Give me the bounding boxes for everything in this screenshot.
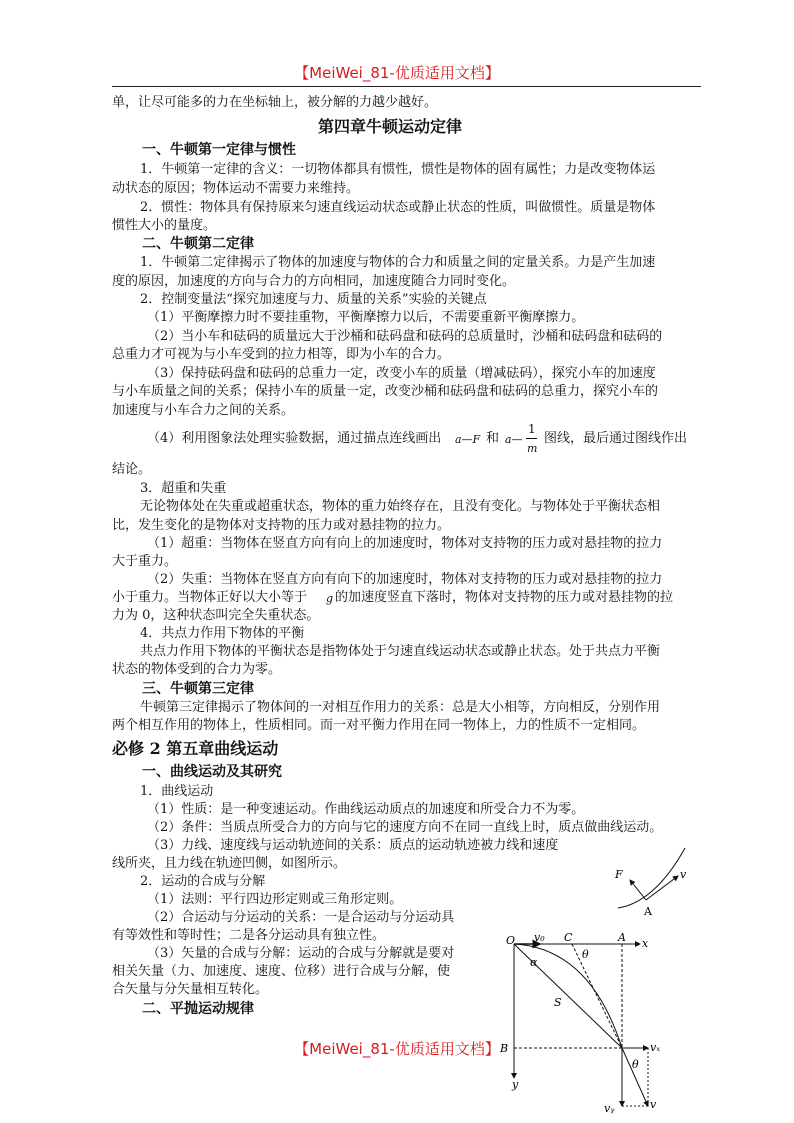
symbol-g: g <box>326 592 334 605</box>
label-vy: vᵧ <box>604 1102 615 1115</box>
label-x: x <box>642 937 649 950</box>
label-theta2: θ <box>632 1058 639 1071</box>
label-v: v <box>650 1098 657 1111</box>
chapter-title: 第四章牛顿运动定律 <box>318 117 463 136</box>
text-line: 比，发生变化的是物体对支持物的压力或对悬挂物的拉力。 <box>112 518 451 533</box>
tangent-line <box>572 944 622 1048</box>
text-line: （2）当小车和砝码的质量远大于沙桶和砝码盘和砝码的总质量时，沙桶和砝码盘和砝码的 <box>147 329 663 344</box>
text-line: 相关矢量（力、加速度、速度、位移）进行合成与分解，使 <box>112 964 451 979</box>
text-line: 有等效性和等时性；二是各分运动具有独立性。 <box>112 928 386 943</box>
text-line: 总重力才可视为与小车受到的拉力相等，即为小车的合力。 <box>112 347 451 362</box>
fraction-numerator: 1 <box>528 422 536 436</box>
label-theta: θ <box>582 948 589 961</box>
text-line: 2．惯性：物体具有保持原来匀速直线运动状态或静止状态的性质，叫做惯性。质量是物体 <box>140 200 656 215</box>
text-line: 共点力作用下物体的平衡状态是指物体处于匀速直线运动状态或静止状态。处于共点力平衡 <box>140 644 661 659</box>
text-line: 图线，最后通过图线作出 <box>544 431 688 446</box>
velocity-arrow <box>646 876 678 900</box>
section-heading: 一、曲线运动及其研究 <box>142 764 282 780</box>
text-line: 牛顿第三定律揭示了物体间的一对相互作用力的关系：总是大小相等，方向相反，分别作用 <box>140 700 661 715</box>
label-o: O <box>506 934 516 947</box>
text-line: （3）矢量的合成与分解：运动的合成与分解就是要对 <box>147 946 455 961</box>
text-line: 2．运动的合成与分解 <box>140 874 266 889</box>
text-line: （2）合运动与分运动的关系：一是合运动与分运动具 <box>147 910 455 925</box>
text-line: 力为 0，这种状态叫完全失重状态。 <box>112 608 320 623</box>
text-line: 度的原因，加速度的方向与合力的方向相同，加速度随合力同时变化。 <box>112 274 516 289</box>
text-line: （1）平衡摩擦力时不要挂重物，平衡摩擦力以后，不需要重新平衡摩擦力。 <box>147 310 585 325</box>
text-line: 1．牛顿第一定律的含义：一切物体都具有惯性，惯性是物体的固有属性；力是改变物体运 <box>140 162 656 177</box>
label-y: y <box>512 1078 519 1091</box>
label-s: S <box>554 996 562 1009</box>
fraction-denominator: m <box>527 442 538 455</box>
section-heading: 二、平抛运动规律 <box>142 1001 254 1017</box>
page-footer: 【MeiWei_81-优质适用文档】 <box>294 1040 500 1058</box>
trajectory-figure <box>600 840 710 925</box>
text-line: （1）法则：平行四边形定则或三角形定则。 <box>147 892 403 907</box>
label-v: v <box>680 868 687 881</box>
projectile-figure <box>500 928 680 1116</box>
text-line: 加速度与小车合力之间的关系。 <box>112 403 295 418</box>
section-heading: 二、牛顿第二定律 <box>142 236 254 252</box>
text-line: 小于重力。当物体正好以大小等于 <box>112 590 308 605</box>
text-line: 线所夹，且力线在轨迹凹侧，如图所示。 <box>112 856 347 871</box>
force-arrow <box>630 880 646 900</box>
text-line: 两个相互作用的物体上，性质相同。而一对平衡力作用在同一物体上，力的性质不一定相同。 <box>112 718 646 733</box>
label-c: C <box>564 931 573 944</box>
text-line: （3）保持砝码盘和砝码的总重力一定，改变小车的质量（增减砝码），探究小车的加速度 <box>147 366 656 381</box>
label-b: B <box>500 1042 509 1055</box>
text-line: 的加速度竖直下落时，物体对支持物的压力或对悬挂物的拉 <box>335 590 674 605</box>
text-line: 动状态的原因；物体运动不需要力来维持。 <box>112 181 360 196</box>
text-line: 状态的物体受到的合力为零。 <box>112 662 282 677</box>
text-line: 4．共点力作用下物体的平衡 <box>140 626 305 641</box>
text-line: 大于重力。 <box>112 554 178 569</box>
label-alpha: α <box>530 956 538 969</box>
header-rule <box>112 86 701 87</box>
text-line: 惯性大小的量度。 <box>112 218 217 233</box>
label-v0: v₀ <box>534 931 545 944</box>
text-line: （4）利用图象法处理实验数据，通过描点连线画出 <box>147 431 442 446</box>
text-line: （1）超重：当物体在竖直方向有向上的加速度时，物体对支持物的压力或对悬挂物的拉力 <box>147 536 663 551</box>
fraction-bar <box>526 438 537 439</box>
text-line: 合矢量与分矢量相互转化。 <box>112 982 269 997</box>
text-line: （2）失重：当物体在竖直方向有向下的加速度时，物体对支持物的压力或对悬挂物的拉力 <box>147 572 663 587</box>
text-line: 3．超重和失重 <box>140 481 227 496</box>
text-line: （3）力线、速度线与运动轨迹间的关系：质点的运动轨迹被力线和速度 <box>147 838 559 853</box>
text-line: 和 <box>486 431 500 446</box>
text-line: 2．控制变量法“探究加速度与力、质量的关系”实验的关键点 <box>140 292 487 307</box>
chapter-title: 必修 2 第五章曲线运动 <box>112 739 279 758</box>
section-heading: 一、牛顿第一定律与惯性 <box>142 142 296 158</box>
text-line: 与小车质量之间的关系；保持小车的质量一定，改变沙桶和砝码盘和砝码的总重力，探究小车的 <box>112 384 659 399</box>
label-a: A <box>618 931 626 944</box>
label-vx: vₓ <box>650 1041 661 1054</box>
text-line: 无论物体处在失重或超重状态，物体的重力始终存在，且没有变化。与物体处于平衡状态相 <box>140 499 661 514</box>
page-header: 【MeiWei_81-优质适用文档】 <box>294 64 500 82</box>
label-a: A <box>644 905 652 918</box>
text-line: 结论。 <box>112 462 152 477</box>
formula-a-m: a— <box>505 433 523 446</box>
text-line: （2）条件：当质点所受合力的方向与它的速度方向不在同一直线上时，质点做曲线运动。 <box>147 820 663 835</box>
text-line: （1）性质：是一种变速运动。作曲线运动质点的加速度和所受合力不为零。 <box>147 802 585 817</box>
text-line: 1．曲线运动 <box>140 784 214 799</box>
section-heading: 三、牛顿第三定律 <box>142 681 254 697</box>
formula-a-f: a—F <box>455 433 481 446</box>
text-line: 单，让尽可能多的力在坐标轴上，被分解的力越少越好。 <box>112 95 438 110</box>
label-f: F <box>615 868 623 881</box>
text-line: 1．牛顿第二定律揭示了物体的加速度与物体的合力和质量之间的定量关系。力是产生加速 <box>140 255 656 270</box>
